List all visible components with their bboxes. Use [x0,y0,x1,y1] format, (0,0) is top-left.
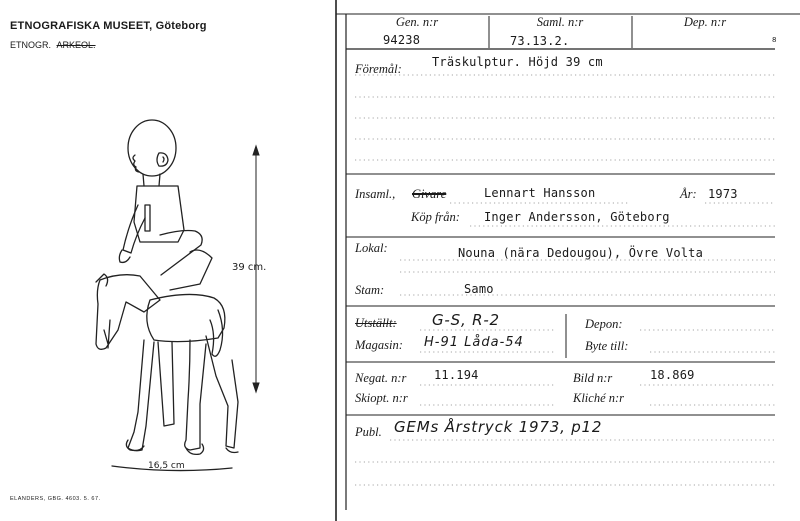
width-dimension-label: 16,5 cm [148,461,185,471]
height-dimension-label: 39 cm. [232,262,267,273]
foremal-label: Föremål: [355,62,402,76]
magasin-label: Magasin: [355,338,403,352]
rider-sculpture-drawing [80,110,330,480]
kliche-label: Kliché n:r [573,391,625,405]
publ-value: GEMs Årstryck 1973, p12 [394,418,603,436]
publ-label: Publ. [355,425,382,439]
lokal-value: Nouna (nära Dedougou), Övre Volta [458,246,704,260]
utstallt-label: Utställt: [355,316,397,330]
negat-value: 11.194 [434,368,479,382]
insaml-value: Lennart Hansson [484,186,596,200]
kop-fran-value: Inger Andersson, Göteborg [484,210,670,224]
printer-note: ELANDERS, GBG. 4603. 5. 67. [10,496,101,502]
insaml-label: Insaml., [355,187,396,201]
dep-number-label: Dep. n:r [683,15,727,29]
gen-number-value: 94238 [383,33,421,47]
insaml-struck-word: Givare [412,187,447,201]
lokal-label: Lokal: [355,241,388,255]
corner-mark: 8 [772,36,777,44]
museum-name: ETNOGRAFISKA MUSEET, Göteborg [10,20,207,32]
department-prefix: ETNOGR. [10,40,52,50]
year-label: År: [680,187,697,201]
stam-value: Samo [464,282,494,296]
year-value: 1973 [708,187,738,201]
saml-number-value: 73.13.2. [510,34,570,48]
foremal-value: Träskulptur. Höjd 39 cm [432,55,603,69]
negat-label: Negat. n:r [355,371,407,385]
skiopt-label: Skiopt. n:r [355,391,408,405]
bild-value: 18.869 [650,368,695,382]
bild-label: Bild n:r [573,371,613,385]
kop-fran-label: Köp från: [411,210,460,224]
utstallt-value: G-S, R-2 [432,311,500,329]
magasin-value: H-91 Låda-54 [424,335,524,350]
byte-till-label: Byte till: [585,339,629,353]
saml-number-label: Saml. n:r [536,15,584,29]
gen-number-label: Gen. n:r [395,15,439,29]
stam-label: Stam: [355,283,385,297]
depon-label: Depon: [585,317,623,331]
department-struck: ARKEOL. [56,40,96,50]
